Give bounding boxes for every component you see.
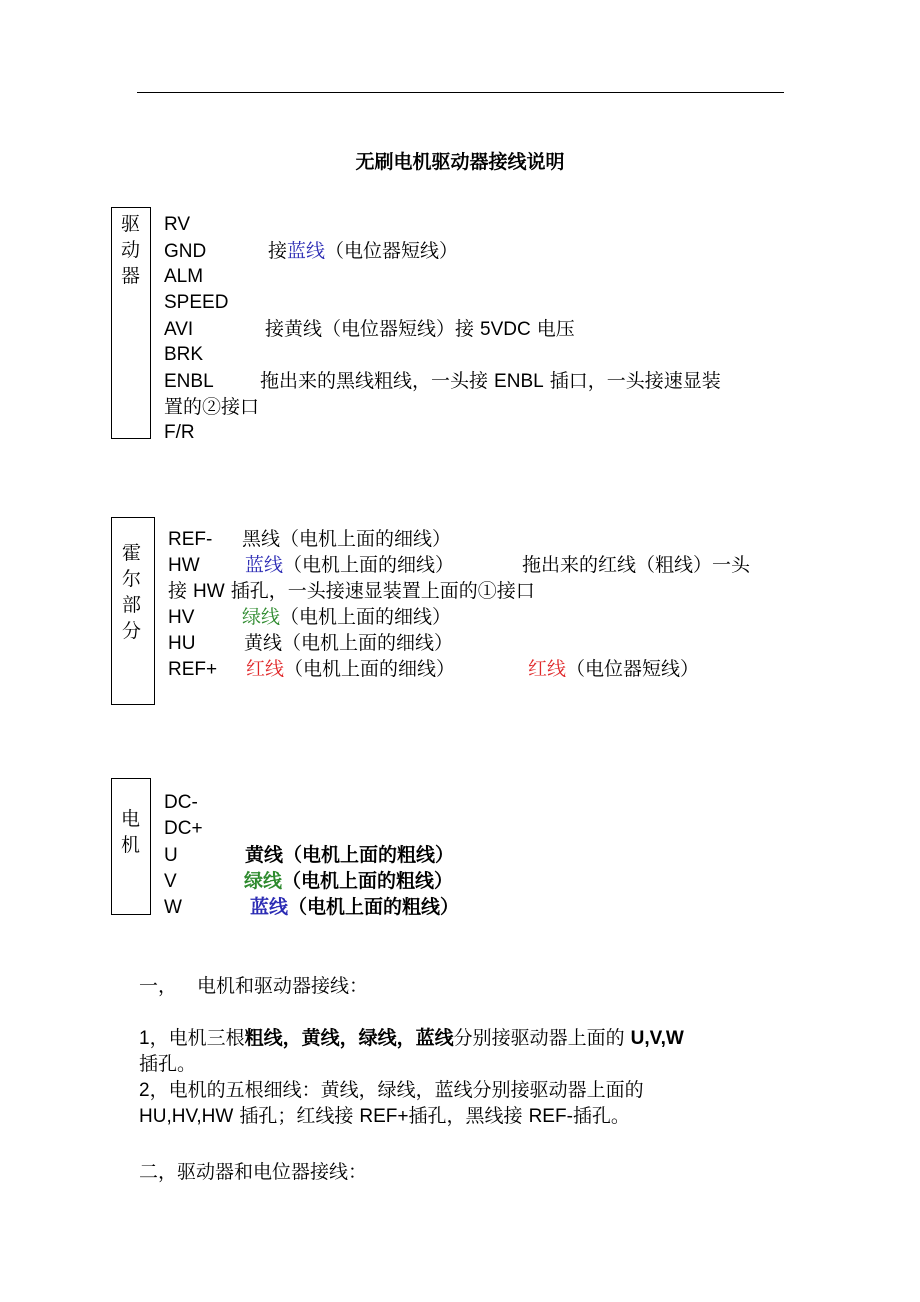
- driver-row: [164, 368, 721, 395]
- motor-label-char: 机: [121, 834, 141, 856]
- motor-code: W: [164, 897, 182, 918]
- p2-text: 插孔；红线接: [233, 1105, 360, 1127]
- p1-num: 1: [139, 1028, 150, 1049]
- motor-label-char: 电: [121, 808, 141, 830]
- driver-desc: ENBL: [494, 371, 544, 392]
- motor-desc: （电机上面的粗线）: [288, 896, 460, 918]
- p2-num: 2: [139, 1080, 150, 1101]
- driver-row: [164, 316, 575, 343]
- hall-row: [168, 526, 452, 553]
- driver-desc: 插口，一头接速显装: [543, 370, 721, 392]
- motor-code: U: [164, 845, 178, 866]
- section1-heading-text: 电机和驱动器接线：: [197, 975, 369, 997]
- driver-desc: （电位器短线）: [325, 240, 459, 262]
- hall-row: [168, 656, 700, 683]
- motor-row: [164, 894, 460, 921]
- hall-label-char: 部: [122, 594, 142, 616]
- p2-codes: HU,HV,HW: [139, 1106, 234, 1127]
- hall-desc: （电机上面的细线）: [282, 632, 454, 654]
- motor-code: DC-: [164, 792, 198, 813]
- hall-row: [168, 630, 454, 657]
- motor-row: [164, 868, 454, 895]
- hall-desc: 插孔，一头接速显装置上面的①接口: [224, 580, 535, 602]
- hall-desc: （电机上面的细线）: [280, 606, 452, 628]
- page-title: 无刷电机驱动器接线说明: [355, 151, 565, 173]
- driver-code: AVI: [164, 319, 194, 340]
- driver-desc: 接: [268, 240, 288, 262]
- hall-color-word: 黄线: [244, 632, 283, 654]
- hall-desc: （电机上面的细线）: [284, 658, 456, 680]
- p1-bold-uvw: U,V,W: [630, 1028, 684, 1049]
- hall-color-word: 黑线: [242, 528, 281, 550]
- hall-label-char: 分: [122, 620, 142, 642]
- driver-code: F/R: [164, 422, 195, 443]
- driver-desc-color: 蓝线: [287, 240, 326, 262]
- driver-desc: 电压: [530, 318, 575, 340]
- motor-label-box: [111, 778, 151, 915]
- driver-desc: 置的②接口: [164, 396, 260, 418]
- hall-code: HW: [168, 555, 200, 576]
- section1-heading-num: 一，: [139, 975, 178, 997]
- motor-code: V: [164, 871, 177, 892]
- motor-desc: （电机上面的粗线）: [283, 844, 455, 866]
- driver-desc: 接黄线（电位器短线）接: [265, 318, 481, 340]
- p2-text: 插孔，黑线接: [408, 1105, 529, 1127]
- driver-code: BRK: [164, 344, 204, 365]
- p1-bold-wires: 粗线，黄线，绿线，蓝线: [244, 1027, 454, 1049]
- hall-extra-color-word: 红线: [528, 658, 567, 680]
- driver-code: ALM: [164, 266, 204, 287]
- hall-color-word: 绿线: [242, 606, 281, 628]
- p2-text: 插孔。: [572, 1105, 630, 1127]
- hall-row: [168, 552, 751, 579]
- hall-label-box: [111, 517, 155, 705]
- section1-p1-line2: 插孔。: [139, 1053, 197, 1075]
- p2-text: ，电机的五根细线：黄线，绿线，蓝线分别接驱动器上面的: [149, 1079, 644, 1101]
- motor-code: DC+: [164, 818, 203, 839]
- hall-color-word: 蓝线: [245, 554, 284, 576]
- motor-row: [164, 842, 455, 869]
- driver-row: [164, 238, 459, 265]
- driver-desc: 拖出来的黑线粗线，一头接: [260, 370, 495, 392]
- section1-heading: [139, 973, 368, 999]
- driver-label-char: 驱: [121, 213, 141, 235]
- section1-p1: [139, 1025, 684, 1052]
- section1-p2-line2: [139, 1103, 630, 1130]
- p1-text: ，电机三根: [149, 1027, 245, 1049]
- section2-heading: 二，驱动器和电位器接线：: [139, 1161, 368, 1183]
- driver-code: SPEED: [164, 292, 229, 313]
- hall-label-char: 霍: [122, 542, 142, 564]
- driver-label-char: 器: [121, 265, 141, 287]
- hall-extra: （电位器短线）: [566, 658, 700, 680]
- driver-code: RV: [164, 214, 191, 235]
- motor-color-word: 黄线: [245, 844, 284, 866]
- hall-color-word: 红线: [246, 658, 285, 680]
- p2-code-refplus: REF+: [359, 1106, 409, 1127]
- hall-label-char: 尔: [122, 568, 142, 590]
- hall-code: HU: [168, 633, 196, 654]
- motor-desc: （电机上面的粗线）: [282, 870, 454, 892]
- motor-color-word: 绿线: [244, 870, 283, 892]
- hall-desc: 接: [168, 580, 194, 602]
- section1-p2: [139, 1077, 644, 1104]
- hall-code: HV: [168, 607, 195, 628]
- p1-text: 分别接驱动器上面的: [453, 1027, 631, 1049]
- driver-label-char: 动: [121, 239, 141, 261]
- hall-desc: （电机上面的细线）: [280, 528, 452, 550]
- hall-desc: （电机上面的细线）: [283, 554, 455, 576]
- driver-code: GND: [164, 241, 207, 262]
- header-rule: [137, 92, 784, 93]
- motor-color-word: 蓝线: [250, 896, 289, 918]
- hall-row: [168, 578, 535, 605]
- driver-label-box: [111, 207, 151, 439]
- driver-desc: 5VDC: [480, 319, 531, 340]
- p2-code-refminus: REF-: [528, 1106, 573, 1127]
- hall-extra: 拖出来的红线（粗线）一头: [522, 554, 751, 576]
- hall-row: [168, 604, 452, 631]
- driver-code: ENBL: [164, 371, 214, 392]
- hall-code: REF-: [168, 529, 213, 550]
- hall-code: HW: [193, 581, 225, 602]
- hall-code: REF+: [168, 659, 218, 680]
